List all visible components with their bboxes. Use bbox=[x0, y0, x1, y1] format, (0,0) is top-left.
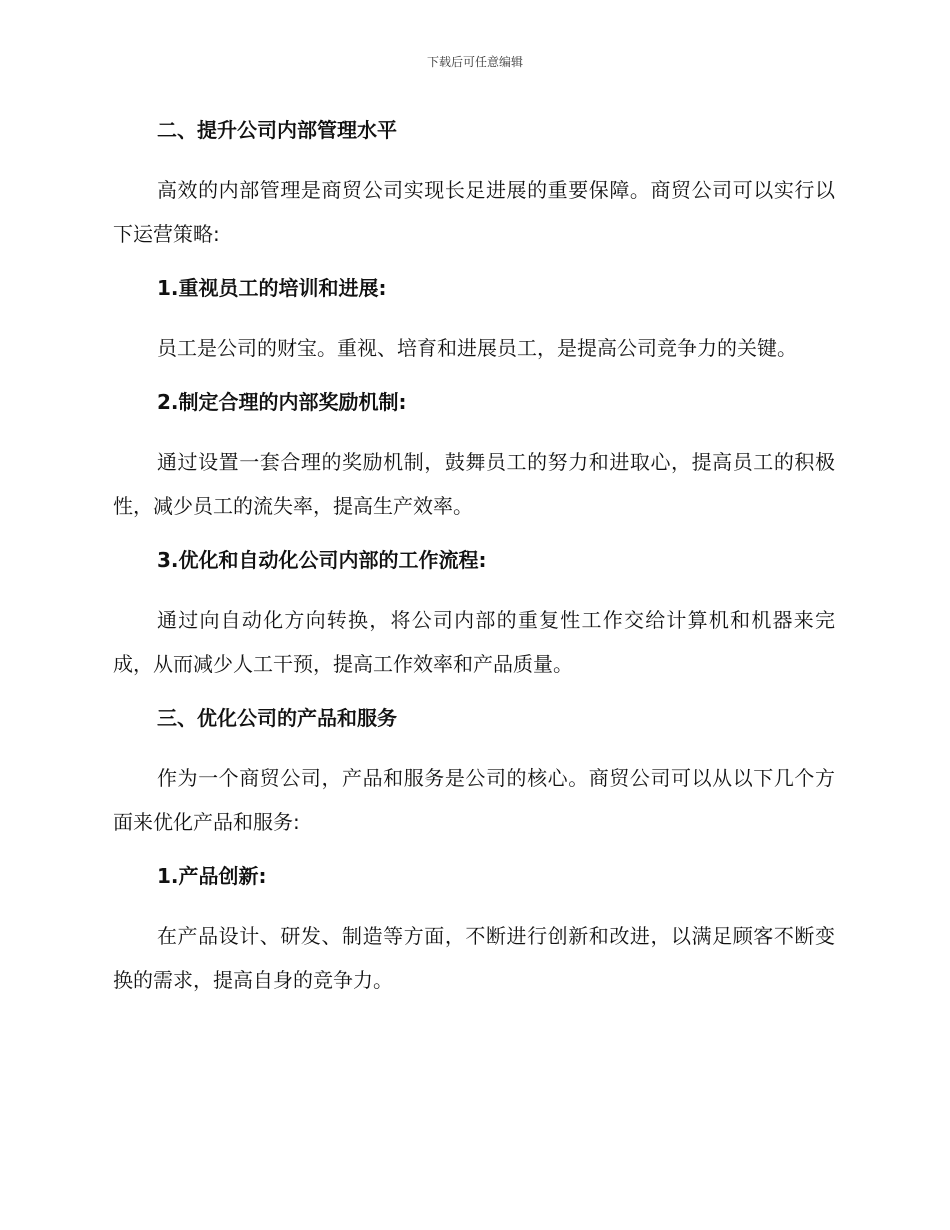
paragraph: 高效的内部管理是商贸公司实现长足进展的重要保障。商贸公司可以实行以下运营策略: bbox=[113, 178, 835, 246]
paragraph: 通过向自动化方向转换，将公司内部的重复性工作交给计算机和机器来完成，从而减少人工干预，提高工作效率和产品质量。 bbox=[113, 608, 835, 676]
paragraph: 作为一个商贸公司，产品和服务是公司的核心。商贸公司可以从以下几个方面来优化产品和服务: bbox=[113, 766, 835, 834]
subsection-heading: 1.产品创新: bbox=[157, 864, 267, 888]
subsection-heading: 2.制定合理的内部奖励机制: bbox=[157, 390, 407, 414]
subsection-heading: 1.重视员工的培训和进展: bbox=[157, 276, 387, 300]
section-heading: 二、提升公司内部管理水平 bbox=[157, 118, 397, 142]
subsection-heading: 3.优化和自动化公司内部的工作流程: bbox=[157, 548, 487, 572]
section-heading: 三、优化公司的产品和服务 bbox=[157, 706, 397, 730]
document-body bbox=[113, 112, 835, 1002]
paragraph: 在产品设计、研发、制造等方面，不断进行创新和改进，以满足顾客不断变换的需求，提高自身的竞争力。 bbox=[113, 924, 835, 992]
paragraph: 通过设置一套合理的奖励机制，鼓舞员工的努力和进取心，提高员工的积极性，减少员工的流失率，提高生产效率。 bbox=[113, 450, 835, 518]
header-note: 下载后可任意编辑 bbox=[426, 55, 523, 69]
paragraph: 员工是公司的财宝。重视、培育和进展员工，是提高公司竞争力的关键。 bbox=[157, 336, 797, 360]
